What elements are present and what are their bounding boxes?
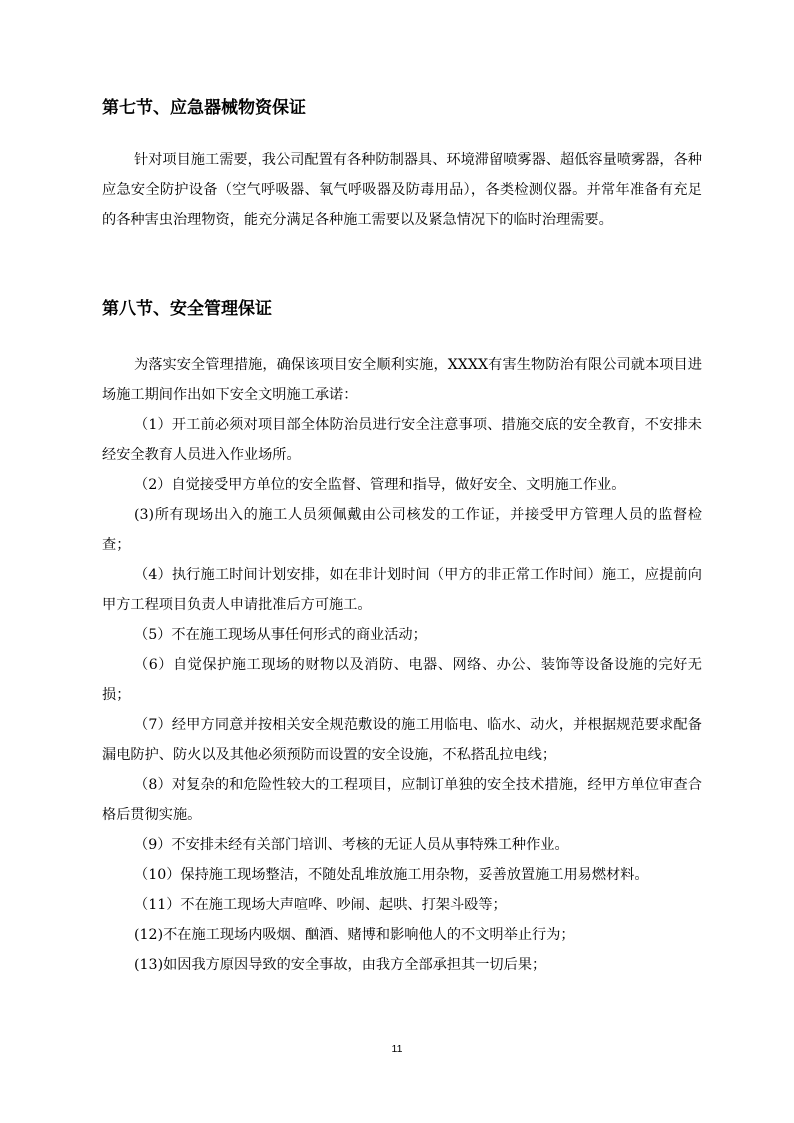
page-number: 11 [391,1043,403,1055]
commitment-item-8: （8）对复杂的和危险性较大的工程项目，应制订单独的安全技术措施，经甲方单位审查合格后贯彻实施。 [102,777,702,823]
commitment-item-5: （5）不在施工现场从事任何形式的商业活动； [134,627,427,643]
commitment-item-12: (12)不在施工现场内吸烟、酗酒、赌博和影响他人的不文明举止行为； [134,927,575,943]
commitment-item-6: （6）自觉保护施工现场的财物以及消防、电器、网络、办公、装饰等设备设施的完好无损； [102,657,702,703]
commitment-item-10: （10）保持施工现场整洁，不随处乱堆放施工用杂物，妥善放置施工用易燃材料。 [134,867,649,883]
commitment-item-13: (13)如因我方原因导致的安全事故，由我方全部承担其一切后果； [134,957,547,973]
section-7-title: 第七节、应急器械物资保证 [102,98,306,118]
section-8-body [102,350,702,980]
commitment-item-7: （7）经甲方同意并按相关安全规范敷设的施工用临电、临水、动火，并根据规范要求配备漏电防护、防火以及其他必须预防而设置的安全设施，不私搭乱拉电线； [102,717,702,763]
section-7-paragraph: 针对项目施工需要，我公司配置有各种防制器具、环境滞留喷雾器、超低容量喷雾器，各种应急安全防护设备（空气呼吸器、氧气呼吸器及防毒用品），各类检测仪器。并常年准备有充足的各种害虫治理物资，能充分满足各种施工需要以及紧急情况下的临时治理需要。 [102,152,702,228]
section-8-intro: 为落实安全管理措施，确保该项目安全顺利实施，XXXX有害生物防治有限公司就本项目进场施工期间作出如下安全文明施工承诺： [102,357,702,403]
commitment-item-1: （1）开工前必须对项目部全体防治员进行安全注意事项、措施交底的安全教育，不安排未经安全教育人员进入作业场所。 [102,417,702,463]
section-8-title: 第八节、安全管理保证 [102,299,272,319]
commitment-item-2: （2）自觉接受甲方单位的安全监督、管理和指导，做好安全、文明施工作业。 [134,477,626,493]
section-7-body [102,145,702,235]
commitment-item-3: (3)所有现场出入的施工人员须佩戴由公司核发的工作证，并接受甲方管理人员的监督检查； [102,507,702,553]
commitment-item-4: （4）执行施工时间计划安排，如在非计划时间（甲方的非正常工作时间）施工，应提前向甲方工程项目负责人申请批准后方可施工。 [102,567,702,613]
commitment-item-9: （9）不安排未经有关部门培训、考核的无证人员从事特殊工种作业。 [134,837,569,853]
commitment-item-11: （11）不在施工现场大声喧哗、吵闹、起哄、打架斗殴等； [134,897,507,913]
section-7 [102,96,702,235]
section-8 [102,297,702,980]
